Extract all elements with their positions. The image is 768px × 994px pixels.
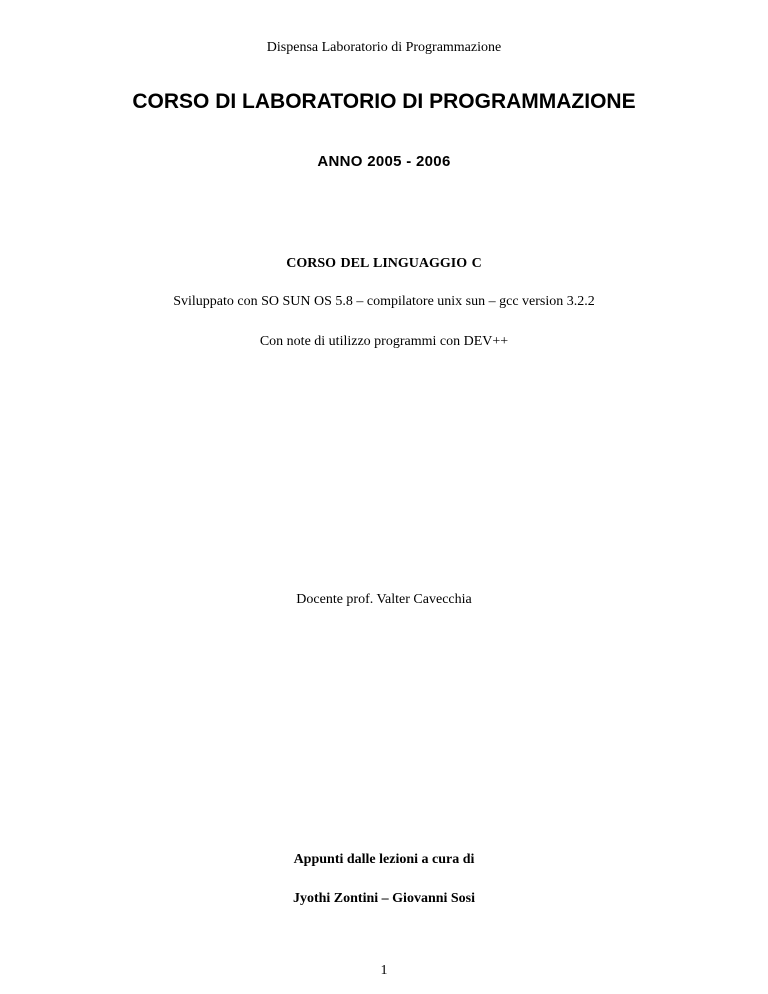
page-number: 1 — [380, 963, 388, 978]
lecturer: Docente prof. Valter Cavecchia — [296, 592, 472, 607]
academic-year: ANNO 2005 - 2006 — [317, 153, 451, 170]
dev-note: Con note di utilizzo programmi con DEV++ — [259, 334, 509, 349]
authors: Jyothi Zontini – Giovanni Sosi — [292, 891, 476, 906]
document-title: CORSO DI LABORATORIO DI PROGRAMMAZIONE — [132, 90, 636, 113]
environment-description: Sviluppato con SO SUN OS 5.8 – compilatore unix sun – gcc version 3.2.2 — [173, 294, 595, 309]
running-header: Dispensa Laboratorio di Programmazione — [266, 40, 502, 55]
course-name: CORSO DEL LINGUAGGIO C — [286, 256, 482, 271]
notes-by-label: Appunti dalle lezioni a cura di — [293, 852, 475, 867]
